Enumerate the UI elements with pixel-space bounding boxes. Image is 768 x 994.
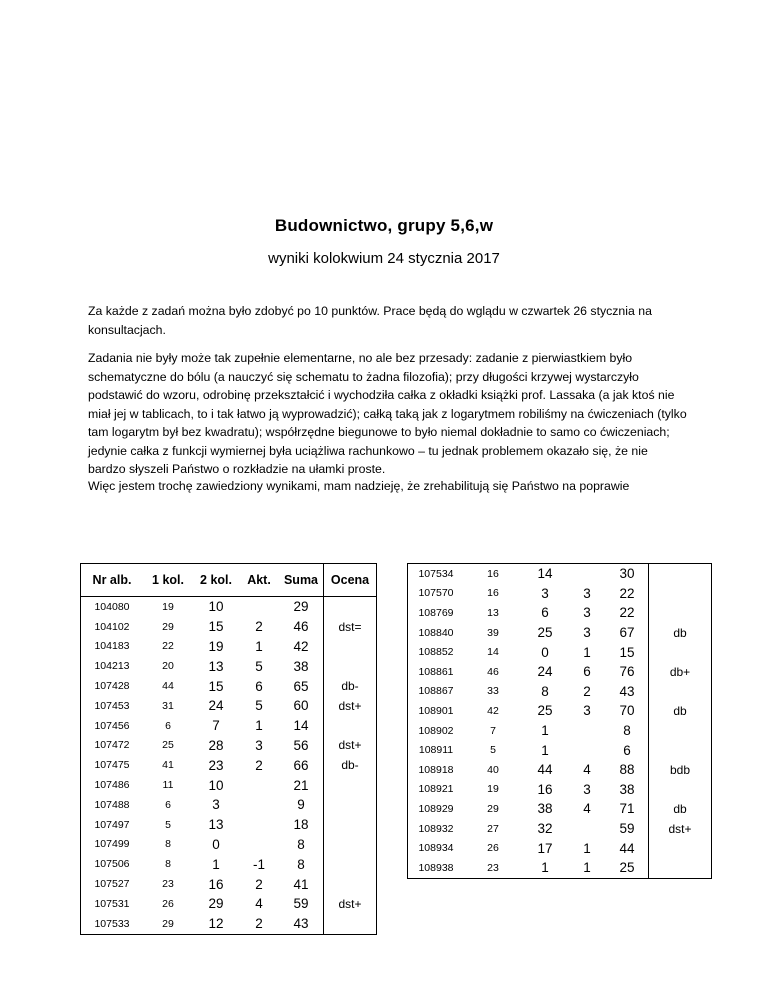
cell-ocena bbox=[324, 656, 377, 676]
table-row bbox=[408, 740, 712, 760]
header-nr-alb: Nr alb. bbox=[81, 564, 144, 597]
table-row bbox=[408, 701, 712, 721]
cell-nr-alb: 108902 bbox=[418, 724, 454, 737]
cell-suma: 22 bbox=[606, 584, 649, 604]
cell-kol-2: 1 bbox=[541, 723, 549, 739]
cell-nr-alb: 108861 bbox=[418, 665, 454, 678]
cell-nr-alb: 107531 bbox=[94, 897, 130, 910]
cell-suma: 60 bbox=[279, 696, 324, 716]
cell-akt: 5 bbox=[255, 698, 263, 714]
cell-nr-alb: 108840 bbox=[418, 626, 454, 639]
cell-kol-1: 29 bbox=[162, 620, 174, 633]
header-suma: Suma bbox=[279, 564, 324, 597]
cell-kol-2: 7 bbox=[212, 718, 220, 734]
table-row bbox=[81, 854, 377, 874]
cell-akt bbox=[239, 775, 279, 795]
cell-nr-alb: 104213 bbox=[94, 660, 130, 673]
table-row bbox=[81, 795, 377, 815]
cell-suma: 38 bbox=[606, 780, 649, 800]
cell-kol-2: 1 bbox=[541, 742, 549, 758]
cell-ocena bbox=[649, 682, 712, 702]
cell-ocena bbox=[324, 795, 377, 815]
cell-kol-1: 13 bbox=[487, 606, 499, 619]
cell-suma: 14 bbox=[279, 716, 324, 736]
table-row bbox=[81, 914, 377, 934]
cell-suma: 8 bbox=[606, 721, 649, 741]
cell-suma: 6 bbox=[606, 740, 649, 760]
page-subtitle: wyniki kolokwium 24 stycznia 2017 bbox=[268, 250, 500, 267]
cell-akt: 3 bbox=[583, 625, 591, 641]
cell-ocena bbox=[324, 716, 377, 736]
cell-ocena bbox=[649, 603, 712, 623]
cell-nr-alb: 107534 bbox=[418, 567, 454, 580]
cell-ocena bbox=[324, 914, 377, 934]
cell-nr-alb: 107533 bbox=[94, 917, 130, 930]
cell-ocena bbox=[649, 564, 712, 584]
cell-kol-2: 17 bbox=[537, 840, 553, 856]
cell-suma: 44 bbox=[606, 838, 649, 858]
cell-kol-1: 16 bbox=[487, 587, 499, 600]
cell-suma: 66 bbox=[279, 755, 324, 775]
cell-ocena: dst+ bbox=[338, 738, 362, 753]
cell-akt bbox=[568, 819, 606, 839]
closing-paragraph: Więc jestem trochę zawiedziony wynikami, mam nadzieję, że zrehabilitują się Państwo na poprawie bbox=[88, 479, 630, 493]
header-akt: Akt. bbox=[239, 564, 279, 597]
cell-akt: 1 bbox=[583, 840, 591, 856]
cell-kol-1: 42 bbox=[487, 704, 499, 717]
table-row bbox=[408, 721, 712, 741]
intro-paragraph: Za każde z zadań można było zdobyć po 10 punktów. Prace będą do wglądu w czwartek 26 stycznia na konsultacjach. bbox=[88, 304, 652, 337]
cell-kol-2: 3 bbox=[212, 797, 220, 813]
cell-ocena bbox=[324, 597, 377, 617]
cell-suma: 25 bbox=[606, 858, 649, 878]
cell-kol-1: 29 bbox=[162, 917, 174, 930]
cell-kol-2: 1 bbox=[541, 860, 549, 876]
table-row bbox=[408, 799, 712, 819]
cell-kol-1: 19 bbox=[162, 600, 174, 613]
cell-kol-1: 26 bbox=[162, 897, 174, 910]
cell-kol-1: 25 bbox=[162, 739, 174, 752]
table-row bbox=[81, 736, 377, 756]
cell-akt bbox=[568, 564, 606, 584]
cell-kol-1: 39 bbox=[487, 626, 499, 639]
table-row bbox=[408, 858, 712, 878]
cell-nr-alb: 104102 bbox=[94, 620, 130, 633]
cell-akt: -1 bbox=[252, 856, 265, 872]
cell-kol-1: 40 bbox=[487, 763, 499, 776]
cell-nr-alb: 107570 bbox=[418, 587, 454, 600]
cell-kol-2: 10 bbox=[208, 599, 224, 615]
table-row bbox=[408, 780, 712, 800]
table-row bbox=[81, 597, 377, 617]
cell-kol-2: 25 bbox=[537, 625, 553, 641]
cell-kol-2: 32 bbox=[537, 821, 553, 837]
cell-akt: 1 bbox=[255, 718, 263, 734]
cell-kol-2: 0 bbox=[541, 644, 549, 660]
cell-ocena bbox=[649, 838, 712, 858]
cell-suma: 41 bbox=[279, 874, 324, 894]
cell-suma: 42 bbox=[279, 637, 324, 657]
cell-kol-2: 3 bbox=[541, 585, 549, 601]
cell-akt: 1 bbox=[583, 644, 591, 660]
table-row bbox=[408, 662, 712, 682]
cell-kol-2: 13 bbox=[208, 658, 224, 674]
cell-kol-2: 10 bbox=[208, 777, 224, 793]
cell-suma: 29 bbox=[279, 597, 324, 617]
cell-suma: 76 bbox=[606, 662, 649, 682]
cell-kol-1: 23 bbox=[162, 878, 174, 891]
table-header-row bbox=[81, 564, 377, 597]
cell-kol-2: 24 bbox=[537, 664, 553, 680]
cell-kol-2: 1 bbox=[212, 856, 220, 872]
cell-suma: 59 bbox=[279, 894, 324, 914]
table-row bbox=[81, 835, 377, 855]
cell-suma: 71 bbox=[606, 799, 649, 819]
cell-kol-1: 33 bbox=[487, 685, 499, 698]
cell-kol-2: 13 bbox=[208, 817, 224, 833]
cell-akt: 2 bbox=[255, 916, 263, 932]
cell-kol-2: 12 bbox=[208, 916, 224, 932]
cell-akt: 6 bbox=[583, 664, 591, 680]
cell-suma: 43 bbox=[279, 914, 324, 934]
cell-kol-1: 23 bbox=[487, 861, 499, 874]
cell-kol-1: 29 bbox=[487, 802, 499, 815]
cell-suma: 15 bbox=[606, 642, 649, 662]
table-row bbox=[408, 682, 712, 702]
cell-ocena bbox=[324, 637, 377, 657]
cell-kol-1: 20 bbox=[162, 660, 174, 673]
cell-akt bbox=[568, 721, 606, 741]
cell-akt: 2 bbox=[255, 876, 263, 892]
cell-ocena: dst= bbox=[338, 619, 362, 634]
cell-suma: 56 bbox=[279, 736, 324, 756]
cell-akt: 4 bbox=[583, 801, 591, 817]
cell-nr-alb: 108932 bbox=[418, 822, 454, 835]
cell-nr-alb: 108938 bbox=[418, 861, 454, 874]
cell-kol-2: 15 bbox=[208, 619, 224, 635]
cell-suma: 30 bbox=[606, 564, 649, 584]
cell-ocena: db- bbox=[341, 758, 359, 773]
cell-kol-1: 8 bbox=[165, 838, 171, 851]
cell-kol-1: 26 bbox=[487, 842, 499, 855]
comment-paragraph: Zadania nie były może tak zupełnie elementarne, no ale bez przesady: zadanie z pierwiastkiem było schematyczne do bólu (a nauczyć się schematu to żadna filozofia); przy długości krzywej wystarczyło podstawić do wzoru, odrobinę przekształcić i wychodziła całka z okładki książki prof. Lassaka (a jak ktoś nie miał jej w tablicach, to i tak łatwo ją wyprowadzić); całką taką jak z logarytmem robiliśmy na ćwiczeniach (tylko tam logarytm był bez kwadratu); współrzędne biegunowe to było niemal dokładnie to samo co ćwiczeniach; jedynie całka z funkcji wymiernej była uciążliwa rachunkowo – tu jednak problemem okazało się, że nie bardzo słyszeli Państwo o rozkładzie na ułamki proste. bbox=[88, 351, 687, 476]
table-row bbox=[81, 676, 377, 696]
cell-kol-2: 25 bbox=[537, 703, 553, 719]
cell-kol-2: 28 bbox=[208, 737, 224, 753]
table-row bbox=[408, 642, 712, 662]
cell-nr-alb: 107488 bbox=[94, 798, 130, 811]
cell-akt: 4 bbox=[583, 762, 591, 778]
cell-nr-alb: 108918 bbox=[418, 763, 454, 776]
cell-nr-alb: 107506 bbox=[94, 858, 130, 871]
table-row bbox=[408, 760, 712, 780]
cell-nr-alb: 107472 bbox=[94, 739, 130, 752]
cell-kol-2: 16 bbox=[208, 876, 224, 892]
cell-suma: 8 bbox=[279, 854, 324, 874]
cell-akt: 4 bbox=[255, 896, 263, 912]
cell-suma: 21 bbox=[279, 775, 324, 795]
header-kol-1: 1 kol. bbox=[143, 564, 193, 597]
cell-kol-1: 8 bbox=[165, 858, 171, 871]
cell-kol-2: 29 bbox=[208, 896, 224, 912]
cell-akt: 1 bbox=[255, 638, 263, 654]
cell-ocena: dst+ bbox=[338, 896, 362, 911]
cell-nr-alb: 108769 bbox=[418, 606, 454, 619]
cell-kol-2: 44 bbox=[537, 762, 553, 778]
table-row bbox=[81, 874, 377, 894]
table-row bbox=[81, 815, 377, 835]
page-title: Budownictwo, grupy 5,6,w bbox=[274, 216, 494, 235]
cell-kol-1: 11 bbox=[162, 779, 174, 792]
table-row bbox=[408, 564, 712, 584]
cell-kol-1: 7 bbox=[490, 724, 496, 737]
cell-akt bbox=[568, 740, 606, 760]
cell-kol-2: 15 bbox=[208, 678, 224, 694]
cell-nr-alb: 104183 bbox=[94, 640, 130, 653]
cell-akt: 2 bbox=[255, 619, 263, 635]
cell-kol-1: 27 bbox=[487, 822, 499, 835]
cell-suma: 38 bbox=[279, 656, 324, 676]
cell-suma: 9 bbox=[279, 795, 324, 815]
cell-akt: 5 bbox=[255, 658, 263, 674]
cell-kol-1: 41 bbox=[162, 759, 174, 772]
results-table-left bbox=[80, 563, 377, 935]
cell-nr-alb: 108934 bbox=[418, 842, 454, 855]
cell-nr-alb: 107456 bbox=[94, 719, 130, 732]
cell-nr-alb: 108921 bbox=[418, 783, 454, 796]
cell-ocena bbox=[649, 584, 712, 604]
table-row bbox=[81, 755, 377, 775]
cell-ocena bbox=[324, 835, 377, 855]
cell-kol-2: 38 bbox=[537, 801, 553, 817]
cell-akt: 3 bbox=[583, 605, 591, 621]
cell-nr-alb: 107527 bbox=[94, 878, 130, 891]
cell-nr-alb: 108852 bbox=[418, 646, 454, 659]
cell-nr-alb: 107453 bbox=[94, 699, 130, 712]
cell-kol-2: 19 bbox=[208, 638, 224, 654]
cell-suma: 22 bbox=[606, 603, 649, 623]
cell-akt: 1 bbox=[583, 860, 591, 876]
cell-nr-alb: 108929 bbox=[418, 802, 454, 815]
cell-kol-2: 6 bbox=[541, 605, 549, 621]
cell-ocena: dst+ bbox=[668, 821, 692, 836]
table-row bbox=[81, 775, 377, 795]
cell-akt bbox=[239, 815, 279, 835]
cell-akt bbox=[239, 795, 279, 815]
table-row bbox=[81, 894, 377, 914]
results-table-right bbox=[407, 563, 712, 879]
cell-kol-1: 6 bbox=[165, 798, 171, 811]
cell-akt: 3 bbox=[583, 781, 591, 797]
cell-suma: 70 bbox=[606, 701, 649, 721]
cell-suma: 8 bbox=[279, 835, 324, 855]
cell-nr-alb: 107475 bbox=[94, 759, 130, 772]
cell-suma: 67 bbox=[606, 623, 649, 643]
table-row bbox=[408, 623, 712, 643]
cell-kol-1: 22 bbox=[162, 640, 174, 653]
table-row bbox=[81, 617, 377, 637]
cell-ocena: db bbox=[673, 801, 687, 816]
cell-ocena bbox=[649, 721, 712, 741]
cell-ocena: dst+ bbox=[338, 698, 362, 713]
cell-ocena: db bbox=[673, 703, 687, 718]
cell-akt: 2 bbox=[583, 683, 591, 699]
cell-ocena bbox=[324, 815, 377, 835]
header-ocena: Ocena bbox=[324, 564, 377, 597]
cell-akt: 3 bbox=[255, 737, 263, 753]
cell-kol-1: 5 bbox=[490, 744, 496, 757]
cell-nr-alb: 108901 bbox=[418, 704, 454, 717]
cell-kol-1: 16 bbox=[487, 567, 499, 580]
cell-kol-1: 46 bbox=[487, 665, 499, 678]
cell-akt bbox=[239, 597, 279, 617]
cell-ocena: db- bbox=[341, 679, 359, 694]
table-row bbox=[408, 838, 712, 858]
cell-ocena bbox=[324, 854, 377, 874]
cell-nr-alb: 107486 bbox=[94, 779, 130, 792]
cell-kol-1: 14 bbox=[487, 646, 499, 659]
table-row bbox=[81, 656, 377, 676]
cell-ocena bbox=[324, 874, 377, 894]
cell-akt: 3 bbox=[583, 585, 591, 601]
table-row bbox=[81, 696, 377, 716]
cell-suma: 59 bbox=[606, 819, 649, 839]
cell-ocena: db+ bbox=[669, 664, 691, 679]
cell-akt: 2 bbox=[255, 757, 263, 773]
cell-suma: 43 bbox=[606, 682, 649, 702]
table-row bbox=[408, 819, 712, 839]
cell-suma: 65 bbox=[279, 676, 324, 696]
cell-kol-1: 5 bbox=[165, 818, 171, 831]
cell-kol-2: 14 bbox=[537, 566, 553, 582]
cell-ocena bbox=[324, 775, 377, 795]
cell-nr-alb: 107428 bbox=[94, 680, 130, 693]
cell-kol-1: 6 bbox=[165, 719, 171, 732]
cell-suma: 18 bbox=[279, 815, 324, 835]
cell-kol-2: 16 bbox=[537, 781, 553, 797]
cell-ocena bbox=[649, 740, 712, 760]
cell-ocena: db bbox=[673, 625, 687, 640]
table-row bbox=[408, 584, 712, 604]
cell-suma: 88 bbox=[606, 760, 649, 780]
cell-ocena: bdb bbox=[669, 762, 691, 777]
cell-akt: 3 bbox=[583, 703, 591, 719]
cell-ocena bbox=[649, 858, 712, 878]
cell-kol-1: 44 bbox=[162, 680, 174, 693]
cell-kol-2: 23 bbox=[208, 757, 224, 773]
cell-nr-alb: 107497 bbox=[94, 818, 130, 831]
cell-suma: 46 bbox=[279, 617, 324, 637]
table-row bbox=[81, 716, 377, 736]
cell-nr-alb: 108911 bbox=[418, 744, 454, 757]
cell-nr-alb: 107499 bbox=[94, 838, 130, 851]
cell-kol-2: 24 bbox=[208, 698, 224, 714]
cell-akt: 6 bbox=[255, 678, 263, 694]
table-row bbox=[81, 637, 377, 657]
cell-kol-2: 0 bbox=[212, 836, 220, 852]
cell-ocena bbox=[649, 642, 712, 662]
cell-nr-alb: 104080 bbox=[94, 600, 130, 613]
cell-kol-2: 8 bbox=[541, 683, 549, 699]
header-kol-2: 2 kol. bbox=[193, 564, 239, 597]
cell-ocena bbox=[649, 780, 712, 800]
cell-kol-1: 19 bbox=[487, 783, 499, 796]
table-row bbox=[408, 603, 712, 623]
cell-kol-1: 31 bbox=[162, 699, 174, 712]
cell-nr-alb: 108867 bbox=[418, 685, 454, 698]
cell-akt bbox=[239, 835, 279, 855]
